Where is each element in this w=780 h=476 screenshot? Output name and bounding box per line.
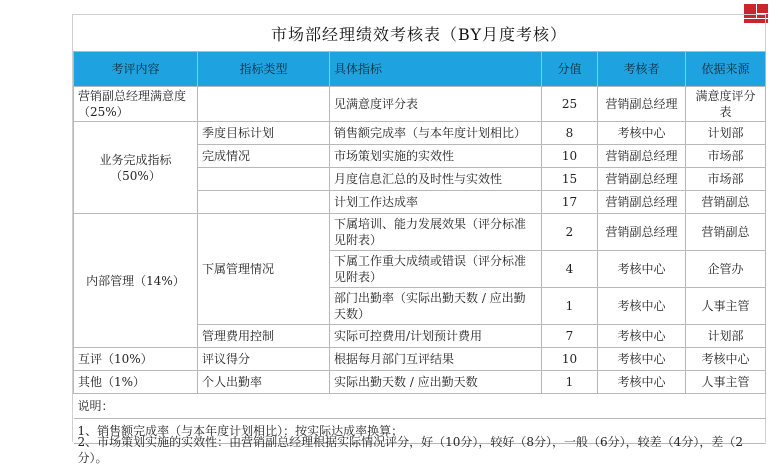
cell-assessor: 考核中心 [598,251,686,288]
cell-score: 1 [542,288,598,325]
cell-assessor: 营销副总经理 [598,191,686,214]
cell-source: 市场部 [686,168,766,191]
cell-metric: 下属培训、能力发展效果（评分标准见附表） [330,214,542,251]
cell-metric: 见满意度评分表 [330,87,542,122]
cell-metric: 下属工作重大成绩或错误（评分标准见附表） [330,251,542,288]
header-content: 考评内容 [74,52,198,87]
cell-metric: 销售额完成率（与本年度计划相比） [330,122,542,145]
cell-content: 业务完成指标（50%） [74,122,198,214]
cell-type [198,191,330,214]
cell-source: 企管办 [686,251,766,288]
cell-assessor: 考核中心 [598,122,686,145]
cell-score: 1 [542,371,598,394]
table-row [74,122,766,145]
cell-type: 完成情况 [198,145,330,168]
cell-assessor: 营销副总经理 [598,214,686,251]
cell-source: 营销副总 [686,214,766,251]
document-title: 市场部经理绩效考核表（BY月度考核） [73,15,765,51]
cell-assessor: 营销副总经理 [598,87,686,122]
table-row [74,371,766,394]
cell-assessor: 营销副总经理 [598,145,686,168]
cell-content: 营销副总经理满意度（25%） [74,87,198,122]
cell-metric: 根据每月部门互评结果 [330,348,542,371]
cell-metric: 市场策划实施的实效性 [330,145,542,168]
cell-assessor: 营销副总经理 [598,168,686,191]
cell-metric: 实际出勤天数 / 应出勤天数 [330,371,542,394]
cell-score: 7 [542,325,598,348]
cell-type: 下属管理情况 [198,214,330,325]
evaluation-table [73,51,766,476]
cell-source: 人事主管 [686,288,766,325]
note-2: 2、市场策划实施的实效性：由营销副总经理根据实际情况评分，好（10分），较好（8分），一般（6分），较差（4分），差（2分）。 [78,434,762,466]
header-score: 分值 [542,52,598,87]
header-metric: 具体指标 [330,52,542,87]
notes-label-row [74,394,766,419]
table-header-row [74,52,766,87]
cell-type: 季度目标计划 [198,122,330,145]
cell-source: 满意度评分表 [686,87,766,122]
notes-label: 说明： [74,394,766,419]
table-row [74,348,766,371]
cell-score: 2 [542,214,598,251]
cell-type: 个人出勤率 [198,371,330,394]
note-1: 1、销售额完成率（与本年度计划相比）：按实际达成率换算； [74,419,766,444]
cell-source: 营销副总 [686,191,766,214]
note-row [74,444,766,476]
cell-type [198,87,330,122]
cell-score: 4 [542,251,598,288]
cell-source: 计划部 [686,325,766,348]
document-page [72,14,766,442]
cell-type: 管理费用控制 [198,325,330,348]
cell-assessor: 考核中心 [598,288,686,325]
cell-assessor: 考核中心 [598,348,686,371]
cell-score: 15 [542,168,598,191]
table-row [74,87,766,122]
cell-score: 25 [542,87,598,122]
table-row [74,214,766,251]
cell-assessor: 考核中心 [598,325,686,348]
cell-score: 10 [542,348,598,371]
cell-source: 计划部 [686,122,766,145]
cell-source: 市场部 [686,145,766,168]
cell-metric: 部门出勤率（实际出勤天数 / 应出勤天数） [330,288,542,325]
cell-type [198,168,330,191]
cell-metric: 计划工作达成率 [330,191,542,214]
cell-content: 互评（10%） [74,348,198,371]
cell-content: 内部管理（14%） [74,214,198,348]
cell-source: 人事主管 [686,371,766,394]
cell-score: 10 [542,145,598,168]
cell-score: 8 [542,122,598,145]
cell-metric: 月度信息汇总的及时性与实效性 [330,168,542,191]
header-assessor: 考核者 [598,52,686,87]
cell-source: 考核中心 [686,348,766,371]
header-type: 指标类型 [198,52,330,87]
cell-score: 17 [542,191,598,214]
cell-content: 其他（1%） [74,371,198,394]
cell-assessor: 考核中心 [598,371,686,394]
cell-type: 评议得分 [198,348,330,371]
header-source: 依据来源 [686,52,766,87]
cell-metric: 实际可控费用/计划预计费用 [330,325,542,348]
